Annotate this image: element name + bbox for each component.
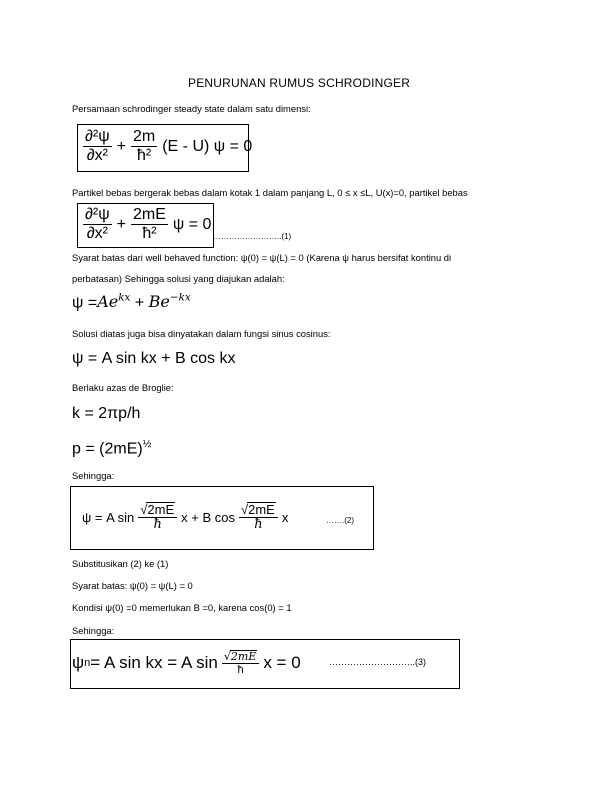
equation-6: $p = (2mE)^{\frac{1}{2}}$	[72, 439, 152, 458]
equation-4: ψ = A sin kx + B cos kx	[72, 350, 236, 367]
paragraph-boundary-line1: Syarat batas dari well behaved function: ψ(0) = ψ(L) = 0 (Karena ψ harus bersifat kontinu di	[72, 252, 452, 263]
paragraph-sine-cosine: Solusi diatas juga bisa dinyatakan dalam fungsi sinus cosinus:	[72, 328, 331, 339]
paragraph-condition: Kondisi ψ(0) =0 memerlukan B =0, karena cos(0) = 1	[72, 602, 292, 613]
page-title: PENURUNAN RUMUS SCHRODINGER	[188, 76, 411, 90]
equation-1: $\frac{\text{∂²ψ}}{\text{∂x²}}$ + $\frac{2m}{\text{ħ²}}$ (E - U) ψ = 0	[85, 128, 253, 165]
paragraph-boundary-line2: perbatasan) Sehingga solusi yang diajukan adalah:	[72, 273, 285, 284]
equation-2-tag: ……………………..(1)	[213, 232, 292, 241]
eq1-fraction-mass: $\frac{2m}{\text{ħ²}}$	[132, 128, 156, 165]
eq2-fraction-derivative: $\frac{\text{∂²ψ}}{\text{∂x²}}$	[85, 205, 110, 242]
paragraph-de-broglie: Berlaku azas de Broglie:	[72, 382, 174, 393]
eq1-fraction-derivative: $\frac{\text{∂²ψ}}{\text{∂x²}}$	[85, 128, 110, 165]
eq7-fraction-1: $\frac{√2mE}{ħ}$	[138, 502, 177, 532]
equation-8-tag: ………………………..(3)	[329, 657, 427, 667]
equation-7: ψ = A sin $\frac{√2mE}{ħ}$ x + B cos $\frac{√2mE}{ħ}$ x	[82, 502, 289, 532]
equation-3: $\psi =Ae^{kx} + Be^{-kx}$	[72, 292, 191, 312]
paragraph-therefore-1: Sehingga:	[72, 470, 115, 481]
eq7-fraction-2: $\frac{√2mE}{ħ}$	[239, 502, 278, 532]
eq8-fraction: $\frac{√2mE}{ħ}$	[222, 650, 259, 676]
paragraph-free-particle: Partikel bebas bergerak bebas dalam kotak 1 dalam panjang L, 0 ≤ x ≤L, U(x)=0, partikel bebas	[72, 187, 468, 198]
eq2-fraction-energy: $\frac{2mE}{\text{ħ²}}$	[132, 205, 166, 242]
paragraph-therefore-2: Sehingga:	[72, 625, 115, 636]
equation-2: $\frac{\text{∂²ψ}}{\text{∂x²}}$ + $\frac{2mE}{\text{ħ²}}$ ψ = 0	[85, 205, 212, 242]
paragraph-substitute: Substitusikan (2) ke (1)	[72, 558, 169, 569]
equation-8: ψ n = A sin kx = A sin $\frac{√2mE}{ħ}$ x = 0	[72, 650, 301, 676]
paragraph-boundary-condition: Syarat batas: ψ(0) = ψ(L) = 0	[72, 580, 193, 591]
paragraph-intro: Persamaan schrodinger steady state dalam satu dimensi:	[72, 103, 311, 114]
equation-7-tag: …….(2)	[326, 516, 354, 525]
equation-5: k = 2πp/h	[72, 405, 141, 422]
